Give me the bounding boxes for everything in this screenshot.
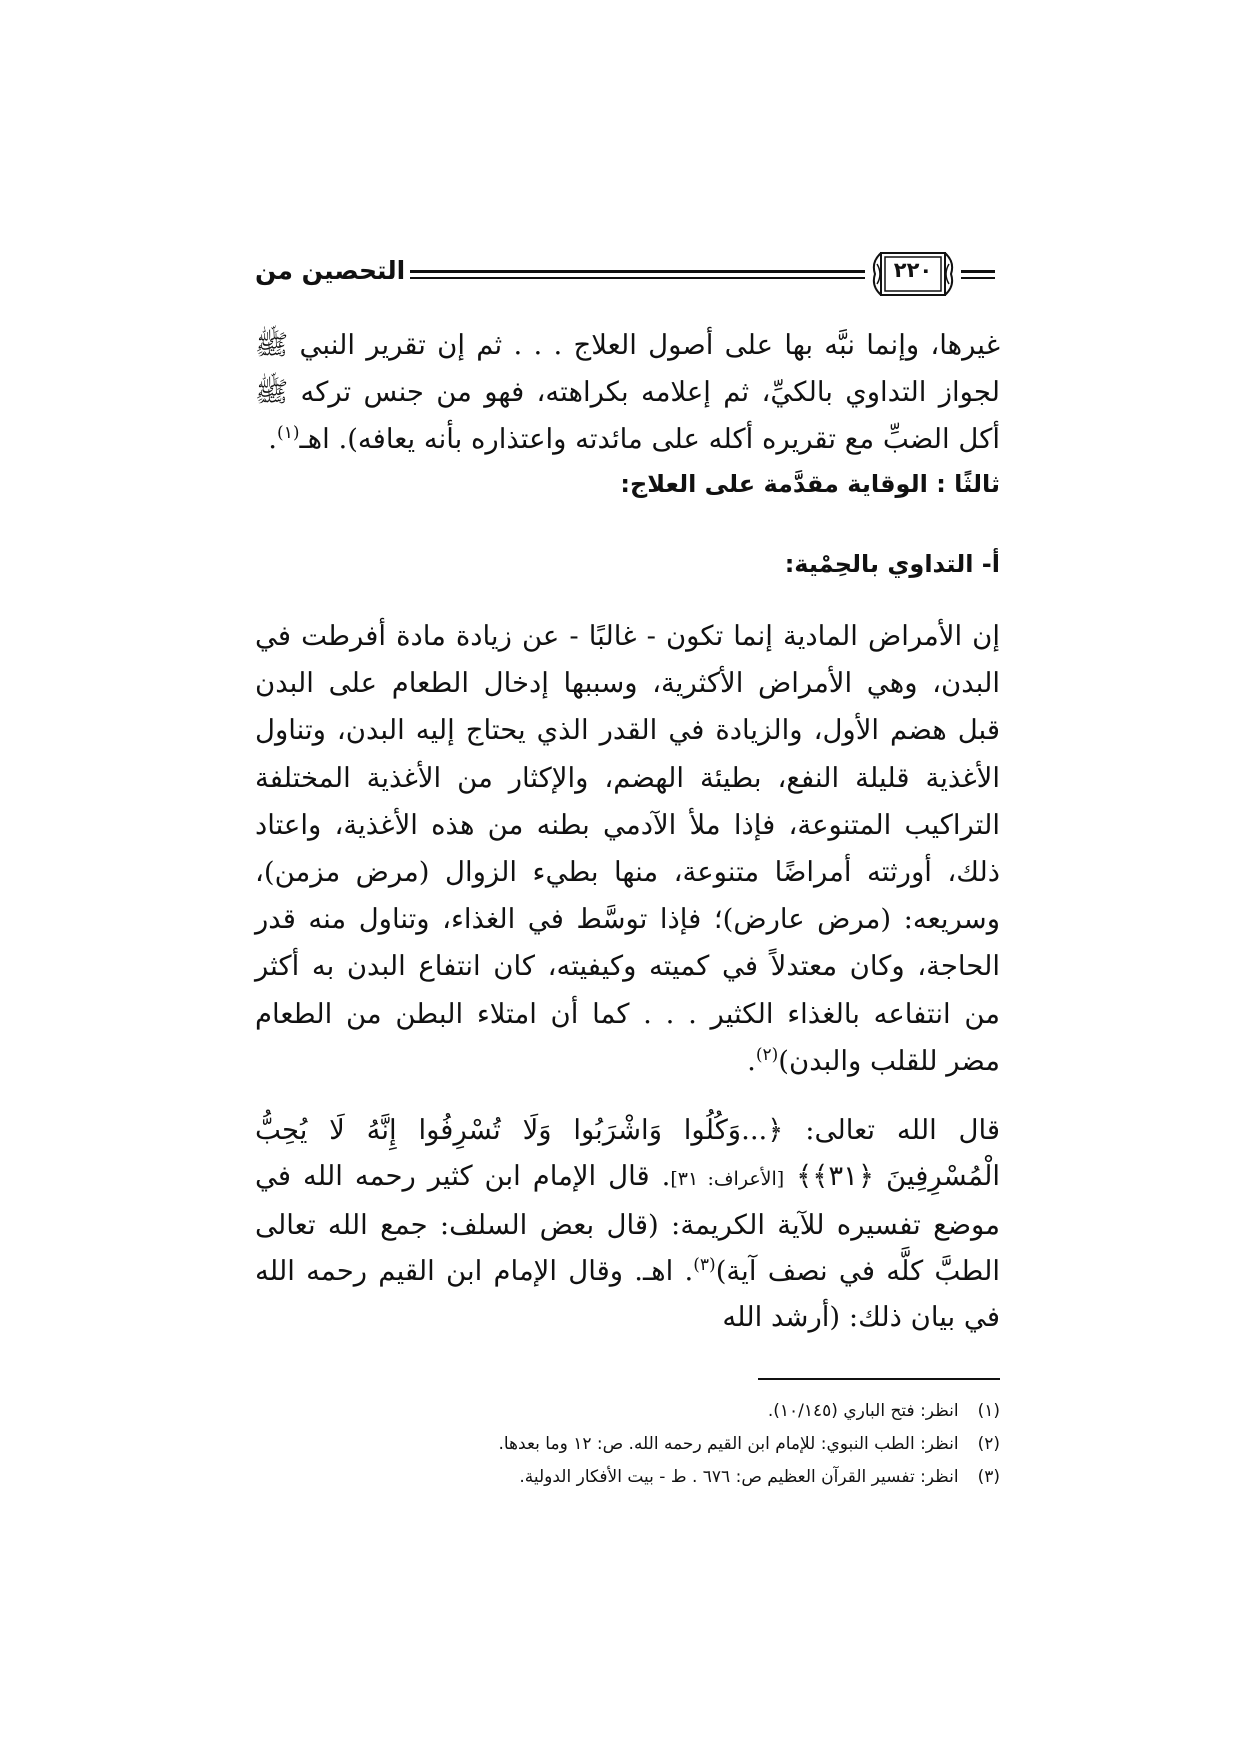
paragraph-1-end: . — [268, 423, 278, 455]
subsection-heading: أ- التداوي بالحِمْية: — [784, 550, 1000, 578]
footnote-text: انظر: تفسير القرآن العظيم ص: ٦٧٦ . ط - بيت الأفكار الدولية. — [519, 1467, 959, 1487]
footnote-ref-1: (١) — [277, 422, 300, 443]
footnote-ref-3: (٣) — [693, 1254, 716, 1275]
page-number-frame — [869, 250, 957, 298]
paragraph-3-text-a: . قال الإمام ابن كثير رحمه الله في موضع تفسيره للآية الكريمة: (قال بعض السلف: جمع الله تعالى الطبَّ كلَّه في نصف آية) — [255, 1160, 1000, 1287]
paragraph-2-end: . — [747, 1044, 756, 1077]
paragraph-1 — [255, 322, 1000, 463]
footnote-text: انظر: الطب النبوي: للإمام ابن القيم رحمه الله. ص: ١٢ وما بعدها. — [498, 1434, 959, 1454]
paragraph-3 — [255, 1107, 1000, 1340]
paragraph-3-intro: قال الله تعالى: — [783, 1114, 1000, 1146]
footnote-item — [255, 1395, 1000, 1428]
footnote-separator — [758, 1378, 1000, 1380]
paragraph-2-text: إن الأمراض المادية إنما تكون - غالبًا - عن زيادة مادة أفرطت في البدن، وهي الأمراض الأكثرية، وسببها إدخال الطعام على البدن قبل هضم الأول، والزيادة في القدر الذي يحتاج إليه البدن، وتناول الأغذية قليلة النفع، بطيئة الهضم، والإكثار من الأغذية المختلفة التراكيب المتنوعة، فإذا ملأ الآدمي بطنه من هذه الأغذية، واعتاد ذلك، أورثته أمراضًا متنوعة، منها بطيء الزوال (مرض مزمن)، وسريعه: (مرض عارض)؛ فإذا توسَّط في الغذاء، وتناول منه قدر الحاجة، وكان معتدلاً في كميته وكيفيته، كان انتفاع البدن به أكثر من انتفاعه بالغذاء الكثير . . . كما أن امتلاء البطن من الطعام مضر للقلب والبدن) — [255, 620, 1000, 1077]
page-number: ٢٢٠ — [893, 258, 933, 282]
page-header — [255, 250, 1000, 302]
verse-reference: [الأعراف: ٣١] — [670, 1168, 785, 1190]
footnote-number: (١) — [977, 1401, 1000, 1421]
paragraph-2 — [255, 613, 1000, 1085]
footnote-text: انظر: فتح الباري (١٠/١٤٥). — [767, 1401, 959, 1421]
running-title: التحصين من — [255, 256, 406, 285]
footnote-ref-2: (٢) — [755, 1044, 779, 1065]
section-heading: ثالثًا : الوقاية مقدَّمة على العلاج: — [620, 470, 1000, 498]
footnote-number: (٣) — [977, 1467, 1000, 1487]
paragraph-3-text-b: . اهـ. وقال الإمام ابن القيم رحمه الله في بيان ذلك: (أرشد الله — [255, 1255, 1000, 1333]
footnote-item — [255, 1461, 1000, 1494]
header-rule-left — [410, 270, 865, 279]
footnote-item — [255, 1428, 1000, 1461]
footnote-number: (٢) — [977, 1434, 1000, 1454]
header-rule-right — [961, 270, 995, 279]
quran-verse: ﴿...وَكُلُوا وَاشْرَبُوا وَلَا تُسْرِفُوا إِنَّهُ لَا يُحِبُّ الْمُسْرِفِينَ ﴿٣١﴾﴾ — [255, 1114, 1001, 1192]
paragraph-1-text: غيرها، وإنما نبَّه بها على أصول العلاج . . . ثم إن تقرير النبي ﷺ لجواز التداوي بالكيِّ، ثم إعلامه بكراهته، فهو من جنس تركه ﷺ أكل الضبِّ مع تقريره أكله على مائدته واعتذاره بأنه يعافه). اهـ — [255, 329, 1000, 455]
footnotes — [255, 1395, 1000, 1494]
